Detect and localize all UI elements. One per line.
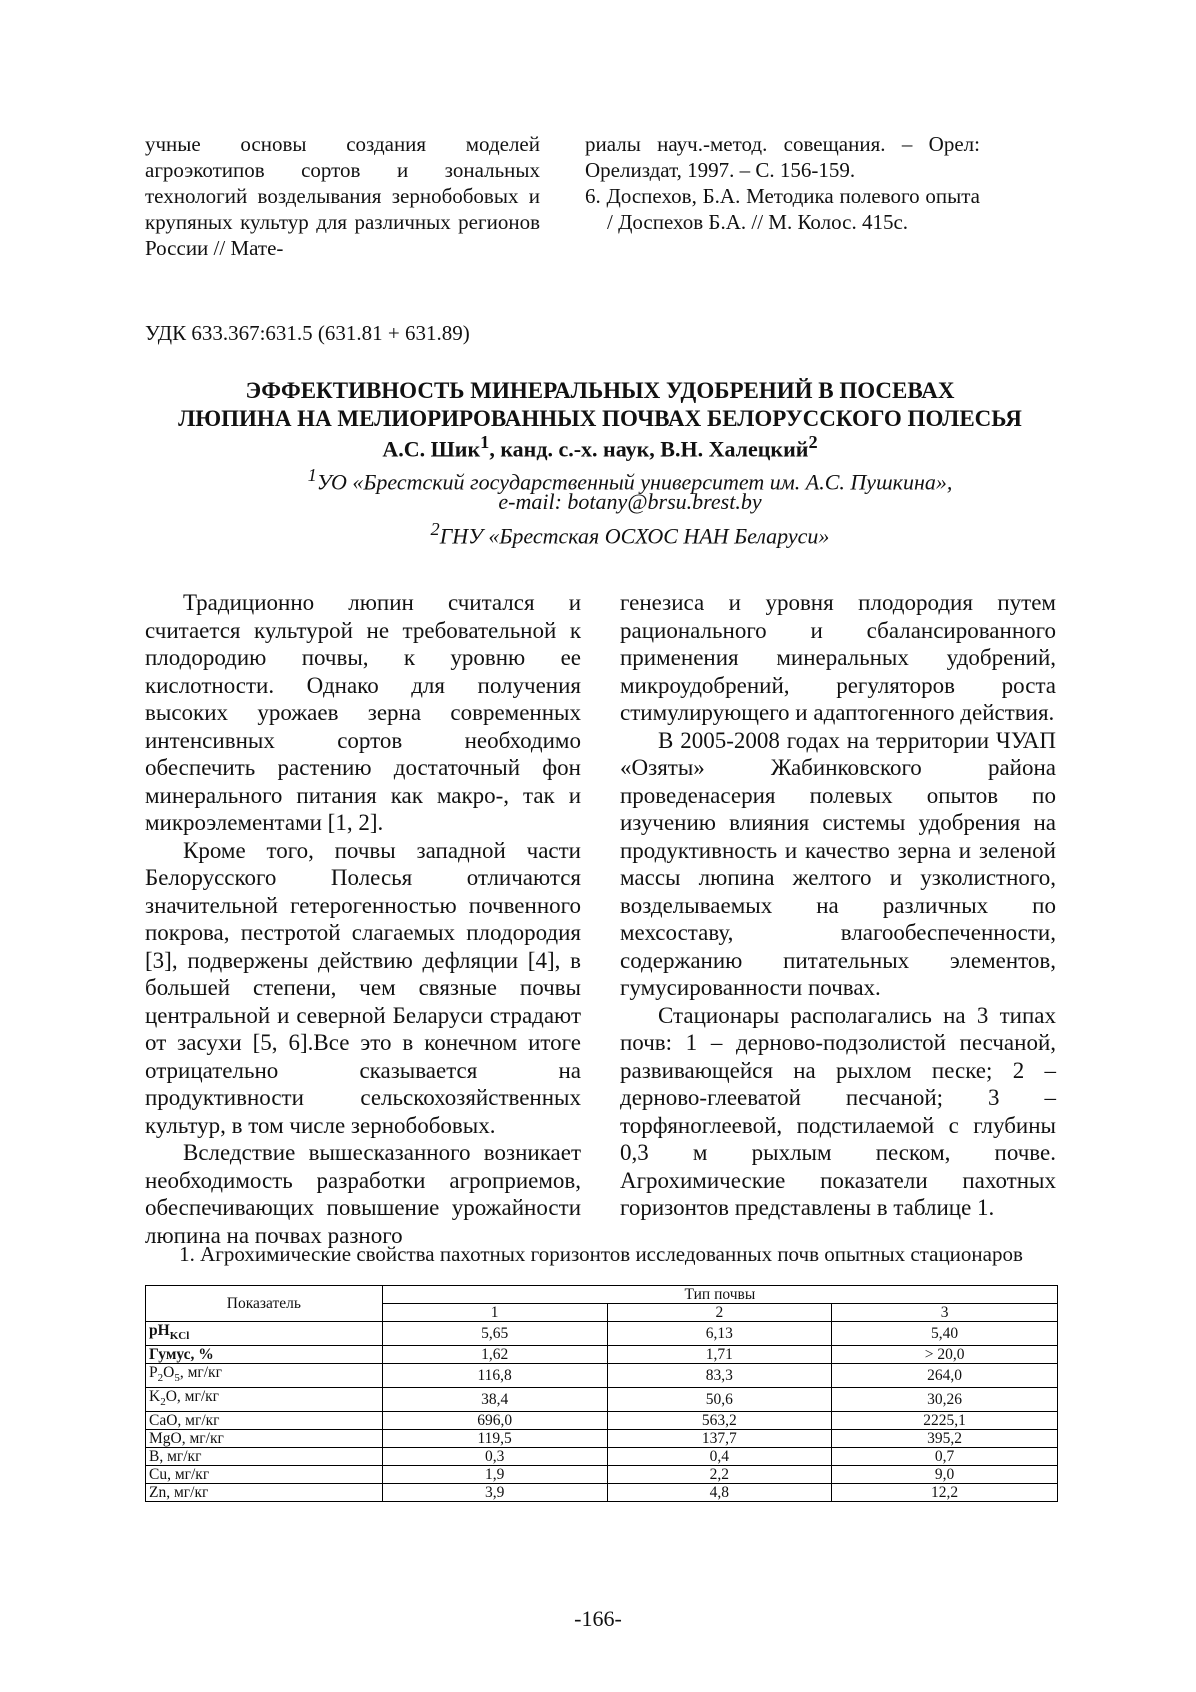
cell: 563,2: [607, 1412, 832, 1430]
left-paragraph-3: Вследствие вышесказанного возникает необходимость разработки агроприемов, обеспечивающих повышение урожайности люпина на почвах разного: [145, 1140, 581, 1248]
cell: 2225,1: [832, 1412, 1058, 1430]
affiliation-email: e-mail: botany@brsu.brest.by: [498, 489, 762, 514]
right-paragraph-1: генезиса и уровня плодородия путем рационального и сбалансированного применения минеральных удобрений, микроудобрений, регуляторов роста стимулирующего и адаптогенного действия.: [620, 590, 1056, 725]
row-label: Cu, мг/кг: [146, 1466, 383, 1484]
table-row: [146, 1322, 1058, 1346]
row-label-unit: , мг/кг: [176, 1388, 220, 1406]
table-row: [146, 1412, 1058, 1430]
body-right-column: [620, 589, 1056, 1222]
header-type-2: 2: [607, 1304, 832, 1322]
cell: 5,40: [832, 1322, 1058, 1346]
left-paragraph-2: Кроме того, почвы западной части Белорусского Полесья отличаются значительной гетерогенностью почвенного покрова, пестротой слагаемых плодородия [3], подвержены действию дефляции [4], в большей степени, чем связные почвы центральной и северной Беларуси страдают от засухи [5, 6].Все это в конечном итоге отрицательно сказывается на продуктивности сельскохозяйственных культур, в том числе зернобобовых.: [145, 837, 581, 1138]
article-title: [100, 377, 1100, 433]
authors: [100, 432, 1100, 462]
reference-6: 6. Доспехов, Б.А. Методика полевого опыта / Доспехов Б.А. // М. Колос. 415с.: [585, 184, 980, 234]
cell: 1,71: [607, 1346, 832, 1364]
top-left-column: [145, 131, 540, 261]
header-type-3: 3: [832, 1304, 1058, 1322]
title-line-2: ЛЮПИНА НА МЕЛИОРИРОВАННЫХ ПОЧВАХ БЕЛОРУССКОГО ПОЛЕСЬЯ: [178, 406, 1022, 431]
author-1: А.С. Шик: [382, 436, 481, 462]
row-label-mid: O: [163, 1364, 175, 1382]
udc-code: УДК 633.367:631.5 (631.81 + 631.89): [145, 321, 470, 345]
row-label-sub: KCl: [169, 1330, 190, 1343]
reference-continuation: учные основы создания моделей агроэкотипов сортов и зональных технологий возделывания зернобобовых и крупяных культур для различных регионов России // Мате-: [145, 132, 540, 260]
row-label-sub2: 5: [174, 1372, 180, 1385]
affiliation-2-sup: 2: [430, 519, 440, 539]
row-label: [146, 1322, 383, 1346]
table-caption: 1. Агрохимические свойства пахотных горизонтов исследованных почв опытных стационаров: [179, 1242, 1023, 1266]
header-soil-type: Тип почвы: [382, 1286, 1057, 1304]
cell: 1,62: [382, 1346, 607, 1364]
affiliation-2-text: ГНУ «Брестская ОСХОС НАН Беларуси»: [439, 523, 830, 549]
cell: 696,0: [382, 1412, 607, 1430]
cell: 1,9: [382, 1466, 607, 1484]
cell: 4,8: [607, 1484, 832, 1502]
author-1-sup: 1: [480, 432, 490, 452]
page-number: -166-: [574, 1606, 622, 1631]
cell: 116,8: [382, 1364, 607, 1388]
cell: 50,6: [607, 1388, 832, 1412]
cell: 137,7: [607, 1430, 832, 1448]
cell: 264,0: [832, 1364, 1058, 1388]
table-row: [146, 1346, 1058, 1364]
cell: 0,4: [607, 1448, 832, 1466]
table-row: [146, 1430, 1058, 1448]
cell: 3,9: [382, 1484, 607, 1502]
title-line-1: ЭФФЕКТИВНОСТЬ МИНЕРАЛЬНЫХ УДОБРЕНИЙ В ПОСЕВАХ: [245, 378, 955, 403]
table-row: [146, 1484, 1058, 1502]
cell: 5,65: [382, 1322, 607, 1346]
right-paragraph-2: В 2005-2008 годах на территории ЧУАП «Озяты» Жабинковского района проведенасерия полевых опытов по изучению влияния системы удобрения на продуктивность и качество зерна и зеленой массы люпина желтого и узколистного, возделываемых на различных по мехсоставу, влагообеспеченности, содержанию питательных элементов, гумусированности почвах.: [620, 727, 1056, 1000]
row-label-text: pH: [149, 1322, 170, 1339]
cell: 119,5: [382, 1430, 607, 1448]
row-label: B, мг/кг: [146, 1448, 383, 1466]
author-details: , канд. с.-х. наук, В.Н. Халецкий: [489, 436, 809, 462]
row-label: Zn, мг/кг: [146, 1484, 383, 1502]
affiliation-1-sup: 1: [307, 465, 317, 485]
reference-5-continuation: риалы науч.-метод. совещания. – Орел: Орелиздат, 1997. – С. 156-159.: [585, 132, 980, 182]
row-label-sub: 2: [157, 1372, 164, 1385]
cell: 2,2: [607, 1466, 832, 1484]
cell: 12,2: [832, 1484, 1058, 1502]
row-label-text: K: [149, 1388, 161, 1406]
cell: 0,3: [382, 1448, 607, 1466]
body-left-column: [145, 589, 581, 1249]
cell: 395,2: [832, 1430, 1058, 1448]
row-label: CaO, мг/кг: [146, 1412, 383, 1430]
left-paragraph-1: Традиционно люпин считался и считается культурой не требовательной к плодородию почвы, к уровню ее кислотности. Однако для получения высоких урожаев зерна современных интенсивных сортов необходимо обеспечить растению достаточный фон минерального питания как макро-, так и микроэлементами [1, 2].: [145, 590, 581, 835]
right-paragraph-3: Стационары располагались на 3 типах почв: 1 – дерново-подзолистой песчаной, развивающейся на рыхлом песке; 2 – дерново-глееватой песчаной; 3 – торфяноглеевой, подстилаемой с глубины 0,3 м рыхлым песком, почве. Агрохимические показатели пахотных горизонтов представлены в таблице 1.: [620, 1002, 1056, 1220]
row-label: MgO, мг/кг: [146, 1430, 383, 1448]
cell: > 20,0: [832, 1346, 1058, 1364]
row-label: [146, 1388, 383, 1412]
cell: 6,13: [607, 1322, 832, 1346]
row-label-mid: O: [165, 1388, 177, 1406]
row-label-sub: 2: [160, 1396, 166, 1409]
header-type-1: 1: [382, 1304, 607, 1322]
table-header-row: [146, 1286, 1058, 1304]
row-label: Гумус, %: [146, 1346, 383, 1364]
table-row: [146, 1364, 1058, 1388]
table-row: [146, 1388, 1058, 1412]
table-row: [146, 1448, 1058, 1466]
cell: 30,26: [832, 1388, 1058, 1412]
cell: 0,7: [832, 1448, 1058, 1466]
cell: 83,3: [607, 1364, 832, 1388]
top-right-column: [585, 131, 980, 235]
affiliation-2: [180, 516, 1080, 549]
header-indicator: Показатель: [146, 1286, 383, 1322]
affiliation-1-text: УО «Брестский государственный университет им. А.С. Пушкина»,: [316, 469, 953, 495]
row-label-text: P: [149, 1364, 158, 1382]
cell: 9,0: [832, 1466, 1058, 1484]
author-2-sup: 2: [808, 432, 818, 452]
row-label-unit: , мг/кг: [179, 1364, 222, 1382]
table-row: [146, 1466, 1058, 1484]
cell: 38,4: [382, 1388, 607, 1412]
row-label: [146, 1364, 383, 1388]
agrochemical-table: [145, 1285, 1058, 1502]
